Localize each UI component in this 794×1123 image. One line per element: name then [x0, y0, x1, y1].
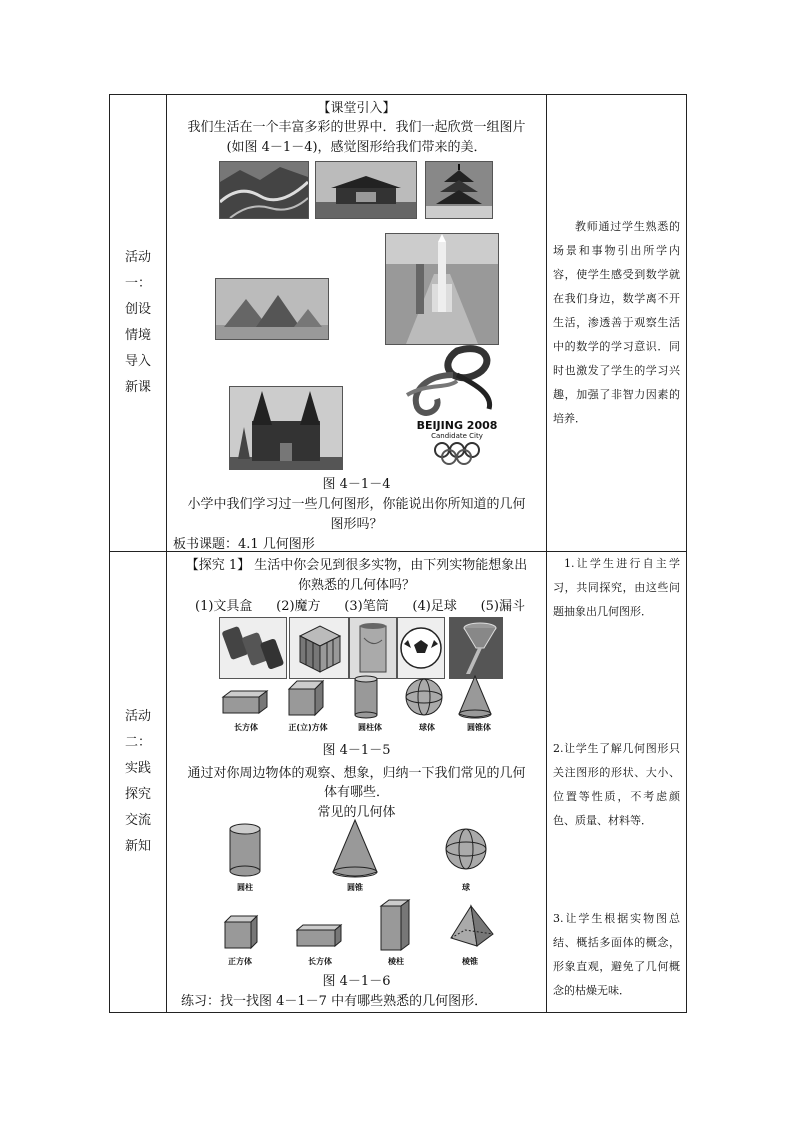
cuboid-shape — [219, 687, 271, 717]
common-label-cylinder: 圆柱 — [237, 883, 253, 892]
cube-shape — [285, 677, 327, 719]
activity-1-content-cell — [167, 95, 547, 552]
common-label-cuboid: 长方体 — [308, 957, 332, 966]
activity-1-label-cell — [110, 95, 167, 552]
common-label-sphere: 球 — [462, 883, 470, 892]
teacher-note-cell-1 — [547, 95, 687, 552]
object-label: (4)足球 — [412, 599, 457, 614]
common-label-cone: 圆锥 — [347, 883, 363, 892]
summary-line-1: 通过对你周边物体的观察、想象，归纳一下我们常见的几何 — [187, 766, 526, 781]
common-label-prism: 棱柱 — [388, 957, 404, 966]
common-prism-shape — [377, 898, 413, 954]
activity-1-label: 活动一：创设情境导入新课 — [124, 250, 151, 395]
explore-line-1: 【探究 1】 生活中你会见到很多实物，由下列实物能想象出 — [185, 558, 528, 573]
beijing-2008-logo — [397, 345, 517, 467]
pyramids-photo — [215, 278, 329, 340]
teacher-note-2c: 3.让学生根据实物图总结、概括多面体的概念，形象直观，避免了几何概念的枯燥无味． — [553, 912, 680, 997]
ribbon-emblem-icon — [397, 345, 517, 419]
object-label: (1)文具盒 — [195, 599, 253, 614]
solid-label: 长方体 — [234, 723, 258, 732]
teacher-note-cell-2 — [547, 552, 687, 1013]
solid-label: 正(立)方体 — [288, 723, 328, 732]
sphere-shape — [403, 676, 445, 718]
stationery-box-photo — [219, 617, 287, 679]
common-cube-shape — [221, 912, 261, 952]
question-line-1: 小学中我们学习过一些几何图形，你能说出你所知道的几何 — [187, 497, 526, 512]
solid-label: 球体 — [419, 723, 435, 732]
explore-line-2: 你熟悉的几何体吗？ — [297, 578, 415, 593]
summary-line-2: 体有哪些． — [323, 785, 389, 800]
object-label: (3)笔筒 — [344, 599, 389, 614]
cylinder-shape — [351, 674, 381, 720]
practice-prompt: 练习：找一找图 4－1－7 中有哪些熟悉的几何图形． — [181, 994, 488, 1009]
common-cuboid-shape — [293, 922, 345, 950]
common-label-cube: 正方体 — [228, 957, 252, 966]
object-label: (5)漏斗 — [480, 599, 525, 614]
section-heading: 【课堂引入】 — [317, 101, 396, 116]
funnel-photo — [449, 617, 503, 679]
intro-line-2: (如图 4－1－4)，感觉图形给我们带来的美． — [226, 140, 487, 155]
object-label: (2)魔方 — [276, 599, 321, 614]
common-cone-shape — [329, 818, 381, 880]
common-label-pyramid: 棱锥 — [462, 957, 478, 966]
activity-2-label-cell — [110, 552, 167, 1013]
solid-label: 圆柱体 — [358, 723, 382, 732]
activity-2-label: 活动二：实践探究交流新知 — [124, 709, 151, 854]
cone-shape — [455, 674, 495, 720]
solid-label: 圆锥体 — [467, 723, 491, 732]
rubiks-cube-photo — [289, 617, 349, 679]
common-pyramid-shape — [447, 904, 495, 950]
intro-line-1: 我们生活在一个丰富多彩的世界中．我们一起欣赏一组图片 — [187, 120, 526, 135]
lesson-table — [109, 94, 687, 1013]
solid-labels-row — [215, 722, 515, 733]
question-line-2: 图形吗？ — [330, 517, 383, 532]
great-wall-photo — [219, 161, 309, 219]
object-labels — [195, 595, 525, 614]
figure-caption-4-1-5: 图 4－1－5 — [322, 743, 391, 758]
teacher-note-2a: 1.让学生进行自主学习，共同探究，由这些问题抽象出几何图形． — [553, 557, 680, 618]
figure-caption-4-1-4: 图 4－1－4 — [322, 477, 391, 492]
castle-photo — [229, 386, 343, 470]
tiananmen-photo — [315, 161, 417, 219]
olympic-rings-icon — [397, 440, 517, 466]
common-cylinder-shape — [225, 822, 265, 878]
logo-text-main: BEIJING 2008 — [416, 419, 498, 432]
football-photo — [397, 617, 445, 679]
logo-text-sub: Candidate City — [431, 432, 483, 440]
pen-holder-photo — [349, 617, 397, 679]
row-activity-1 — [110, 95, 687, 552]
common-sphere-shape — [443, 826, 489, 872]
teacher-note-1: 教师通过学生熟悉的场景和事物引出所学内容，使学生感受到数学就在我们身边，数学离不开生活，渗透善于观察生活中的数学的学习意识．同时也激发了学生的学习兴趣，加强了非智力因素的培养． — [553, 220, 680, 425]
row-activity-2 — [110, 552, 687, 1013]
rocket-launch-photo — [385, 233, 499, 345]
teacher-note-2b: 2.让学生了解几何图形只关注图形的形状、大小、位置等性质，不考虑颜色、质量、材料等． — [553, 742, 680, 827]
board-title: 板书课题：4.1 几何图形 — [173, 537, 315, 552]
common-solids-title: 常见的几何体 — [317, 805, 396, 820]
temple-of-heaven-photo — [425, 161, 493, 219]
activity-2-content-cell — [167, 552, 547, 1013]
figure-caption-4-1-6: 图 4－1－6 — [322, 974, 391, 989]
